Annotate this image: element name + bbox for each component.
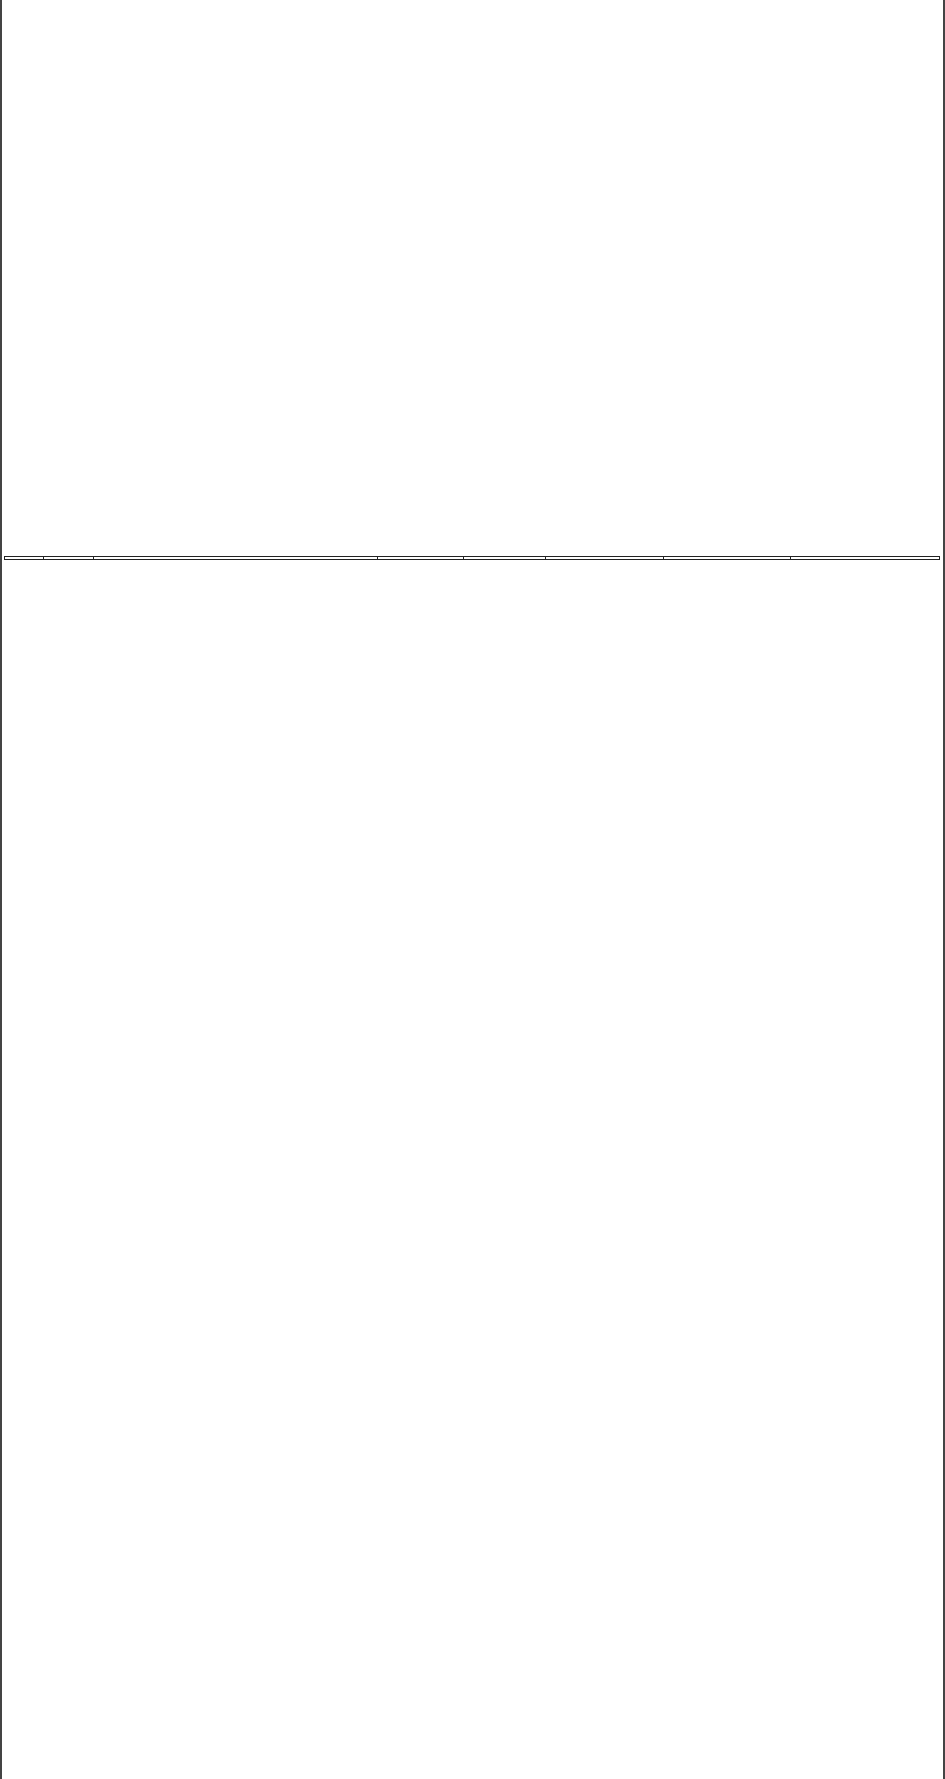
lot-table-header	[5, 557, 940, 560]
header-liquid-asset	[664, 557, 791, 560]
header-security	[546, 557, 664, 560]
lot-table	[4, 556, 940, 560]
header-lot-no	[44, 557, 94, 560]
notice-number	[10, 102, 14, 132]
header-price	[464, 557, 546, 560]
lot-table-sl	[5, 557, 44, 560]
header-completion	[791, 557, 940, 560]
left-scan-edge	[0, 0, 2, 1779]
header-location	[378, 557, 464, 560]
header-identification	[94, 557, 378, 560]
